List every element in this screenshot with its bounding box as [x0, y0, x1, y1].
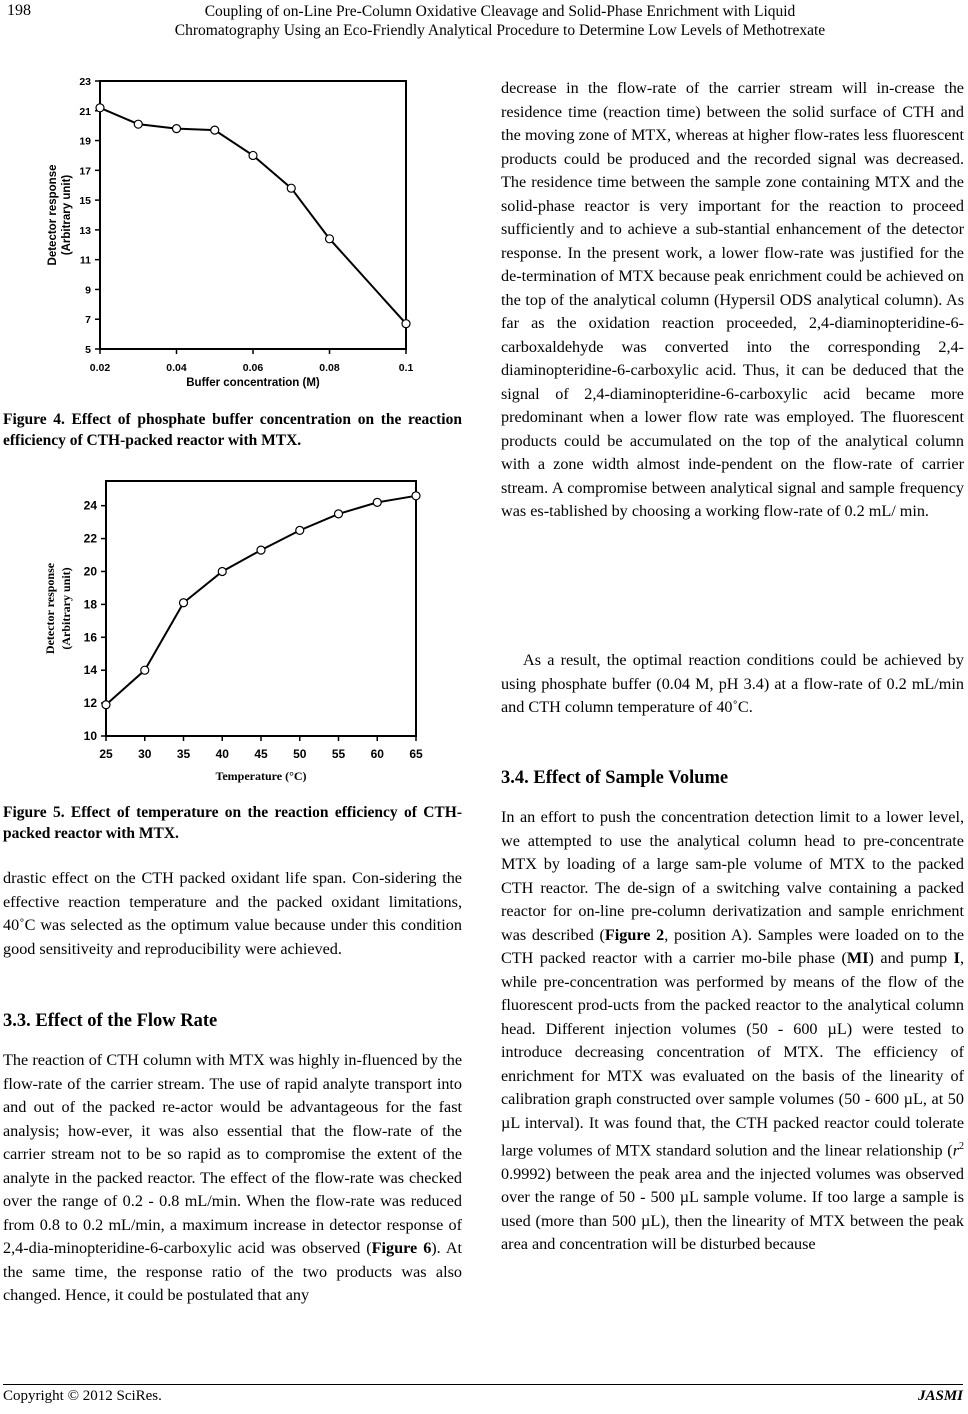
data-point: [402, 320, 410, 328]
p3-text-d: , while pre-concentration was performed by means of the flow of the fluorescent prod-ucts from the packed reactor to the analytical column head. Different injection volumes (50 - 600 µL) were tested to introduce decreasing concentration of MTX. The efficiency of enrichment for MTX was evaluated on the basis of the linearity of calibration graph constructed over sample volumes (50 - 600 µL, at 50 µL interval). It was found that, the CTH packed reactor could tolerate large volumes of MTX standard solution and the linear relationship (: [501, 949, 964, 1160]
y-axis-label-line1: Detector response: [43, 562, 57, 655]
x-tick-label: 50: [293, 747, 307, 761]
y-tick-label: 21: [79, 105, 91, 118]
figure-5-chart: [40, 472, 440, 792]
figure-4-chart: [40, 72, 420, 389]
y-tick-label: 14: [83, 663, 97, 678]
x-tick-label: 30: [138, 747, 152, 761]
y-tick-label: 17: [79, 165, 91, 178]
p3-text-b: , position A). Samples were loaded on to the CTH packed reactor with a carrier mo-bile phase (: [501, 925, 964, 967]
y-tick-label: 18: [83, 597, 97, 612]
right-paragraph-3: [501, 806, 964, 1257]
x-tick-label: 65: [409, 747, 423, 761]
series-line: [106, 496, 416, 705]
page-footer: [0, 1382, 968, 1414]
figure-4-caption: Figure 4. Effect of phosphate buffer concentration on the reaction efficiency of CTH-packed reactor with MTX.: [3, 411, 462, 449]
y-axis-label-line1: Detector response: [47, 164, 59, 266]
y-tick-label: 5: [85, 344, 91, 356]
copyright-notice: Copyright © 2012 SciRes.: [3, 1388, 162, 1404]
x-axis-label: Buffer concentration (M): [186, 377, 320, 389]
data-point: [412, 492, 420, 500]
p3-text-e: 0.9992) between the peak area and the injected volumes was observed over the range of 50 - 500 µL sample volume. If too large a sample is used (more than 500 µL), then the linearity of MTX between the peak area and concentration will be disturbed because: [501, 1164, 964, 1254]
p3-text-a: In an effort to push the concentration detection limit to a lower level, we attempted to use the analytical column head to pre-concentrate MTX by loading of a large sam-ple volume of MTX to the packed CTH reactor. The de-sign of a switching valve containing a packed reactor for on-line pre-column derivatization and sample enrichment was described (: [501, 808, 964, 944]
x-tick-label: 0.04: [166, 362, 187, 374]
page-header: [0, 0, 968, 60]
y-tick-label: 10: [83, 729, 97, 743]
x-tick-label: 45: [254, 747, 268, 761]
x-tick-label: 35: [176, 747, 191, 761]
y-tick-label: 22: [83, 531, 97, 546]
data-point: [218, 567, 226, 575]
data-point: [296, 526, 304, 534]
left-paragraph-2-tail: ). At the same time, the response ratio of the two products was also changed. Hence, it could be postulated that any: [3, 1239, 463, 1304]
x-axis-label: Temperature (°C): [215, 769, 307, 783]
data-point: [173, 125, 181, 133]
section-heading-3-4: 3.4. Effect of Sample Volume: [501, 768, 729, 788]
x-tick-label: 0.08: [319, 362, 340, 374]
data-point: [287, 184, 295, 192]
y-tick-label: 15: [79, 195, 91, 208]
series-line: [100, 108, 406, 324]
running-title-line2: Chromatography Using an Eco-Friendly Analytical Procedure to Determine Low Levels of Methotrexate: [174, 22, 826, 39]
x-tick-label: 0.06: [242, 362, 264, 374]
journal-name: JASMI: [917, 1388, 963, 1404]
y-tick-label: 13: [79, 224, 91, 237]
plot-frame: [106, 481, 416, 736]
y-tick-label: 20: [83, 564, 97, 579]
y-tick-label: 24: [83, 498, 97, 513]
data-point: [211, 126, 219, 134]
x-tick-label: 60: [370, 747, 384, 761]
y-tick-label: 11: [79, 254, 91, 267]
right-paragraph-2: As a result, the optimal reaction conditions could be achieved by using phosphate buffer (0.04 M, pH 3.4) at a flow-rate of 0.2 mL/min and CTH column temperature of 40˚C.: [501, 651, 964, 716]
data-point: [373, 498, 381, 506]
pump-i: I: [953, 949, 960, 967]
y-tick-label: 23: [79, 76, 91, 88]
left-paragraph-2-text: The reaction of CTH column with MTX was highly in-fluenced by the flow-rate of the carrier stream. The use of rapid analyte transport into and out of the packed re-actor would be advantageous for the fast analysis; how-ever, it was also essential that the flow-rate of the carrier stream not to be so rapid as to compromise the extent of the analyte in the packed reactor. The effect of the flow-rate was checked over the range of 0.2 - 0.8 mL/min. When the flow-rate was reduced from 0.8 to 0.2 mL/min, a maximum increase in detector response of 2,4-dia-minopteridine-6-carboxylic acid was observed (: [3, 1051, 462, 1257]
y-axis-label-line2: (Arbitrary unit): [59, 567, 73, 650]
figure-4-svg: [40, 72, 420, 389]
y-tick-label: 16: [83, 630, 97, 645]
right-paragraph-1: decrease in the flow-rate of the carrier stream will in-crease the residence time (reaction time) between the solid surface of CTH and the moving zone of MTX, whereas at higher flow-rates less fluorescent products could be produced and the recorded signal was decreased. The residence time between the sample zone containing MTX and the solid-phase reactor is very important for the reaction to proceed sufficiently and to achieve a sub-stantial enhancement of the detector response. In the present work, a lower flow-rate was justified for the de-termination of MTX because peak enrichment could be achieved on the top of the analytical column (Hypersil ODS analytical column). As far as the oxidation reaction proceeded, 2,4-diaminopteridine-6-carboxaldehyde was converted into the corresponding 2,4-diaminopteridine-6-carboxylic acid. Thus, it can be deduced that the signal of 2,4-diaminopteridine-6-carboxylic acid became more predominant when a lower flow rate was employed. The fluorescent products could be accumulated on the top of the analytical column with a zone width almost inde-pendent on the flow-rate of carrier stream. A compromise between analytical signal and sample frequency was es-tablished by choosing a working flow-rate of 0.2 mL/ min.: [501, 79, 964, 520]
running-title-line1: Coupling of on-Line Pre-Column Oxidative Cleavage and Solid-Phase Enrichment with Liquid: [204, 3, 796, 20]
figure-5-caption: Figure 5. Effect of temperature on the reaction efficiency of CTH-packed reactor with MTX.: [3, 804, 462, 842]
plot-frame: [100, 81, 406, 349]
y-tick-label: 19: [79, 135, 91, 148]
figure-6-reference: Figure 6: [371, 1239, 432, 1257]
r-superscript: 2: [959, 1141, 964, 1152]
data-point: [335, 510, 343, 518]
x-tick-label: 25: [99, 747, 113, 761]
data-point: [96, 104, 104, 112]
x-tick-label: 55: [331, 747, 346, 761]
data-point: [326, 235, 334, 243]
x-tick-label: 40: [215, 747, 229, 761]
section-heading-3-3: 3.3. Effect of the Flow Rate: [3, 1011, 218, 1031]
page-number: 198: [7, 2, 31, 19]
p3-text-c: ) and pump: [868, 949, 954, 967]
data-point: [180, 599, 188, 607]
footer-rule: [3, 1384, 963, 1385]
data-point: [257, 546, 265, 554]
data-point: [102, 701, 110, 709]
y-axis-label-line2: (Arbitrary unit): [61, 174, 73, 256]
x-tick-label: 0.02: [89, 362, 111, 374]
mobile-phase-mi: MI: [846, 949, 869, 967]
y-tick-label: 12: [83, 696, 97, 711]
y-tick-label: 9: [85, 284, 91, 297]
figure-5-svg: [40, 472, 440, 792]
left-paragraph-1: drastic effect on the CTH packed oxidant life span. Con-sidering the effective reaction temperature and the packed oxidant limitations, 40˚C was selected as the optimum value because under this condition good sensitiveity and reproducibility were achieved.: [3, 869, 462, 958]
data-point: [134, 120, 142, 128]
data-point: [141, 666, 149, 674]
y-tick-label: 7: [85, 314, 91, 327]
r-symbol: r: [952, 1141, 959, 1160]
figure-2-reference: Figure 2: [604, 925, 665, 944]
data-point: [249, 151, 257, 159]
x-tick-label: 0.1: [398, 362, 414, 374]
left-paragraph-2: [3, 1049, 462, 1308]
